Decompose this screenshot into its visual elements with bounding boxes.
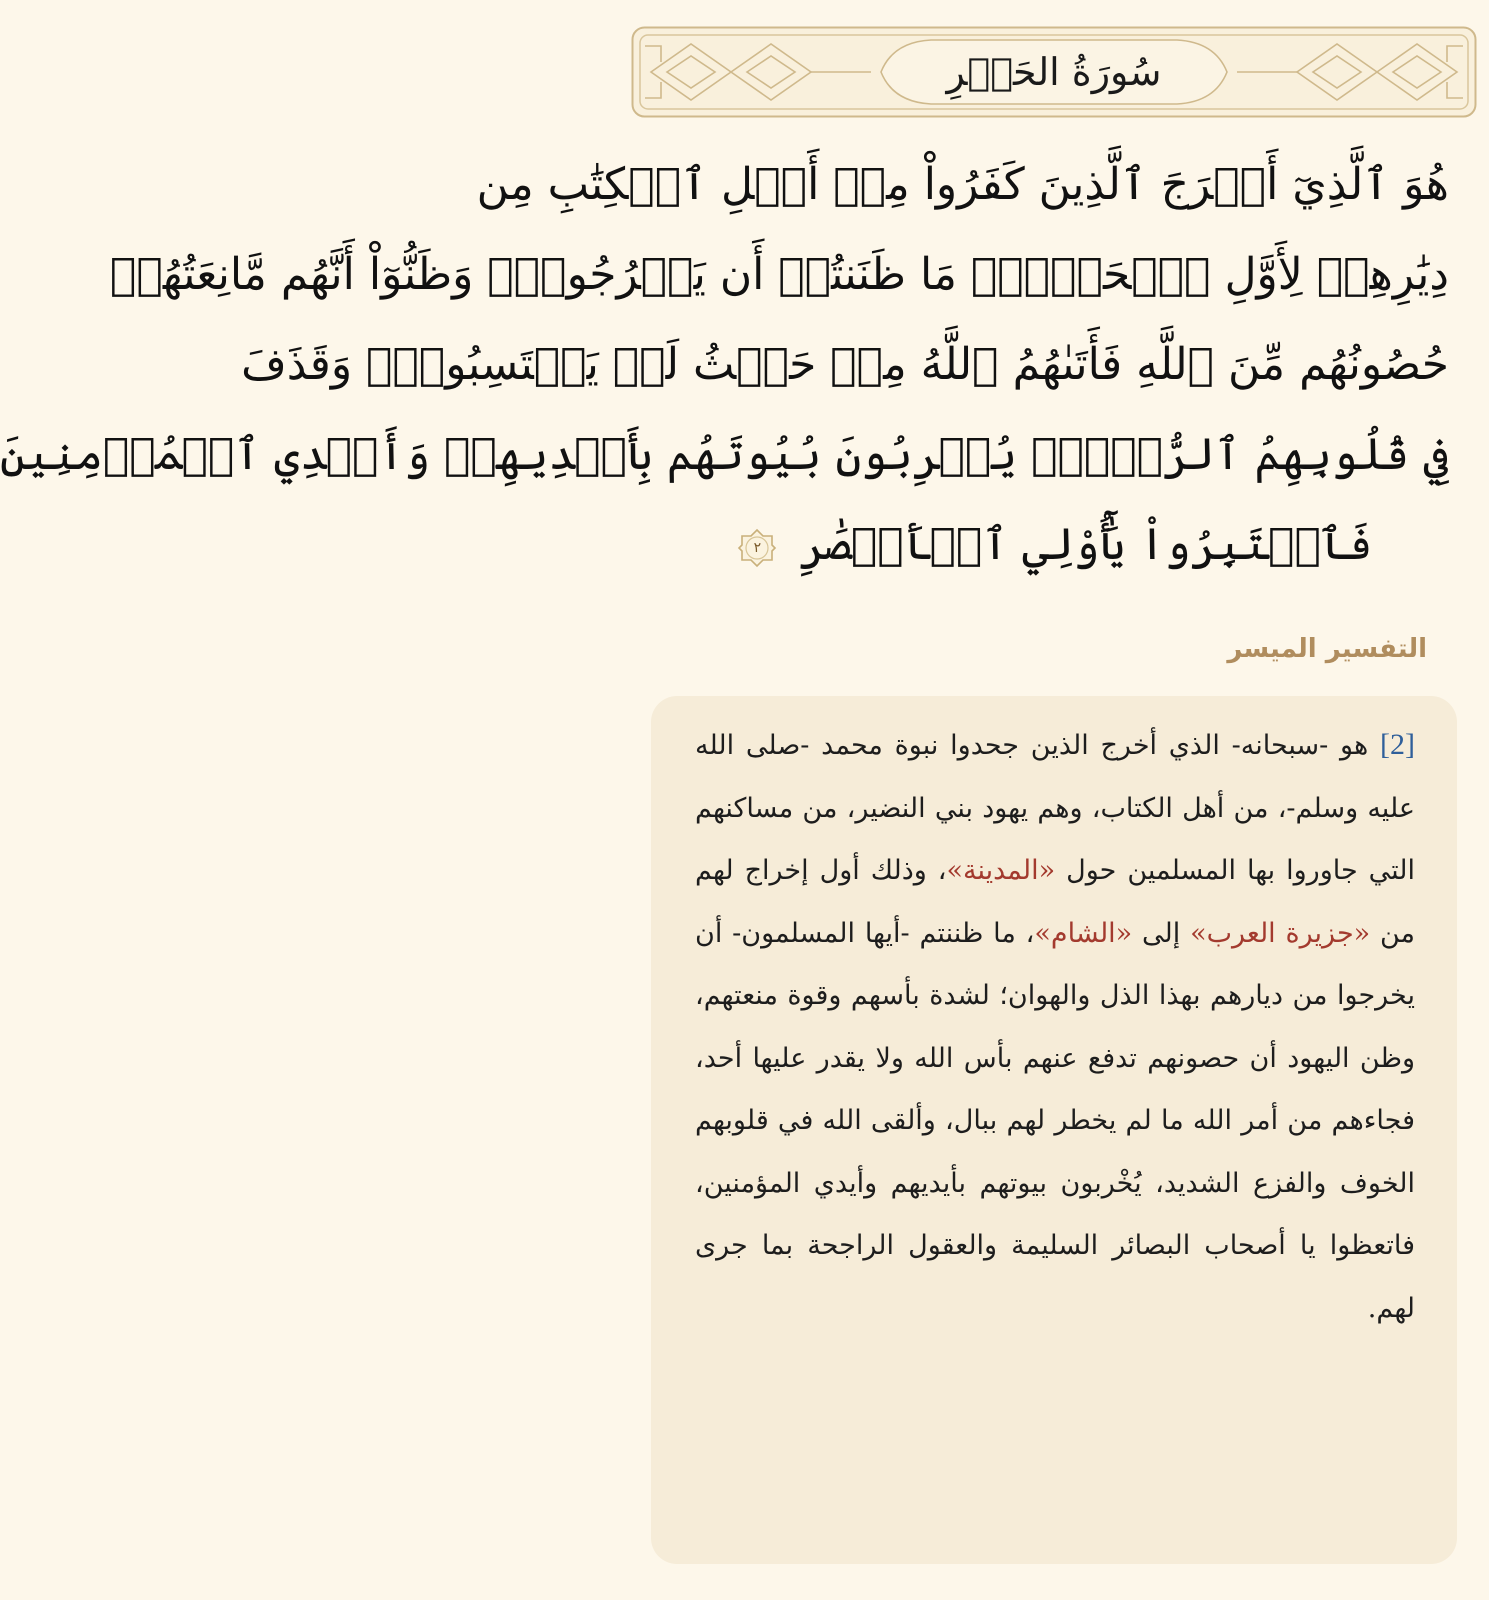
tafsir-heading: التفسير الميسر — [1227, 634, 1427, 664]
ayah-line-text: فَٱعۡتَبِرُواْ يَٰٓأُوْلِي ٱلۡأَبۡصَٰرِ — [799, 519, 1373, 570]
ayah-number-marker[interactable] — [737, 528, 777, 568]
ayah-number: ٢ — [753, 539, 762, 556]
tafsir-text-part: ، ما ظننتم -أيها المسلمون- أن يخرجوا من ديارهم بهذا الذل والهوان؛ لشدة بأسهم وقوة منعتهم، وظن اليهود أن حصونهم تدفع عنهم بأس الله ولا يقدر عليها أحد، فجاءهم من أمر الله ما لم يخطر لهم ببال، وألقى الله في قلوبهم الخوف والفزع الشديد، يُخْربون بيوتهم بأيديهم وأيدي المؤمنين، فاتعظوا يا أصحاب البصائر السليمة والعقول الراجحة بما جرى لهم. — [695, 917, 1415, 1324]
ayah-line: دِيَٰرِهِمۡ لِأَوَّلِ ٱلۡحَشۡرِۚ مَا ظَنَنتُمۡ أَن يَخۡرُجُواْۖ وَظَنُّوٓاْ أَنَّهُم مَّانِعَتُهُمۡ — [110, 249, 1449, 300]
tafsir-text-part: ، وذلك أول إخراج لهم من — [695, 855, 1415, 949]
ayah-text-block — [0, 140, 1449, 590]
tafsir-card — [651, 696, 1457, 1564]
place-name-levant: «الشام» — [1034, 917, 1133, 949]
ayah-line: حُصُونُهُم مِّنَ ٱللَّهِ فَأَتَىٰهُمُ ٱللَّهُ مِنۡ حَيۡثُ لَمۡ يَحۡتَسِبُواْۖ وَقَذَفَ — [241, 339, 1449, 390]
surah-title: سُورَةُ الحَشۡرِ — [946, 50, 1162, 94]
ayah-line-last — [661, 500, 1449, 590]
place-name-medina: «المدينة» — [946, 855, 1056, 886]
verse-reference-number: [2] — [1380, 728, 1415, 761]
tafsir-text-part: إلى — [1132, 917, 1191, 949]
tafsir-text-part: هو -سبحانه- الذي أخرج الذين جحدوا نبوة محمد -صلى الله عليه وسلم-، من أهل الكتاب، وهم يهود بني النضير، من مساكنهم التي جاوروا بها المسلمين حول — [695, 730, 1416, 886]
surah-header-banner — [631, 26, 1477, 118]
tafsir-text[interactable] — [695, 714, 1415, 1340]
ayah-line: فِي قُلُوبِهِمُ ٱلرُّعۡبَۚ يُخۡرِبُونَ بُيُوتَهُم بِأَيۡدِيهِمۡ وَأَيۡدِي ٱلۡمُؤۡمِنِينَ — [0, 429, 1449, 480]
place-name-arabian-peninsula: «جزيرة العرب» — [1190, 917, 1371, 949]
ayah-line: هُوَ ٱلَّذِيٓ أَخۡرَجَ ٱلَّذِينَ كَفَرُواْ مِنۡ أَهۡلِ ٱلۡكِتَٰبِ مِن — [476, 159, 1449, 210]
